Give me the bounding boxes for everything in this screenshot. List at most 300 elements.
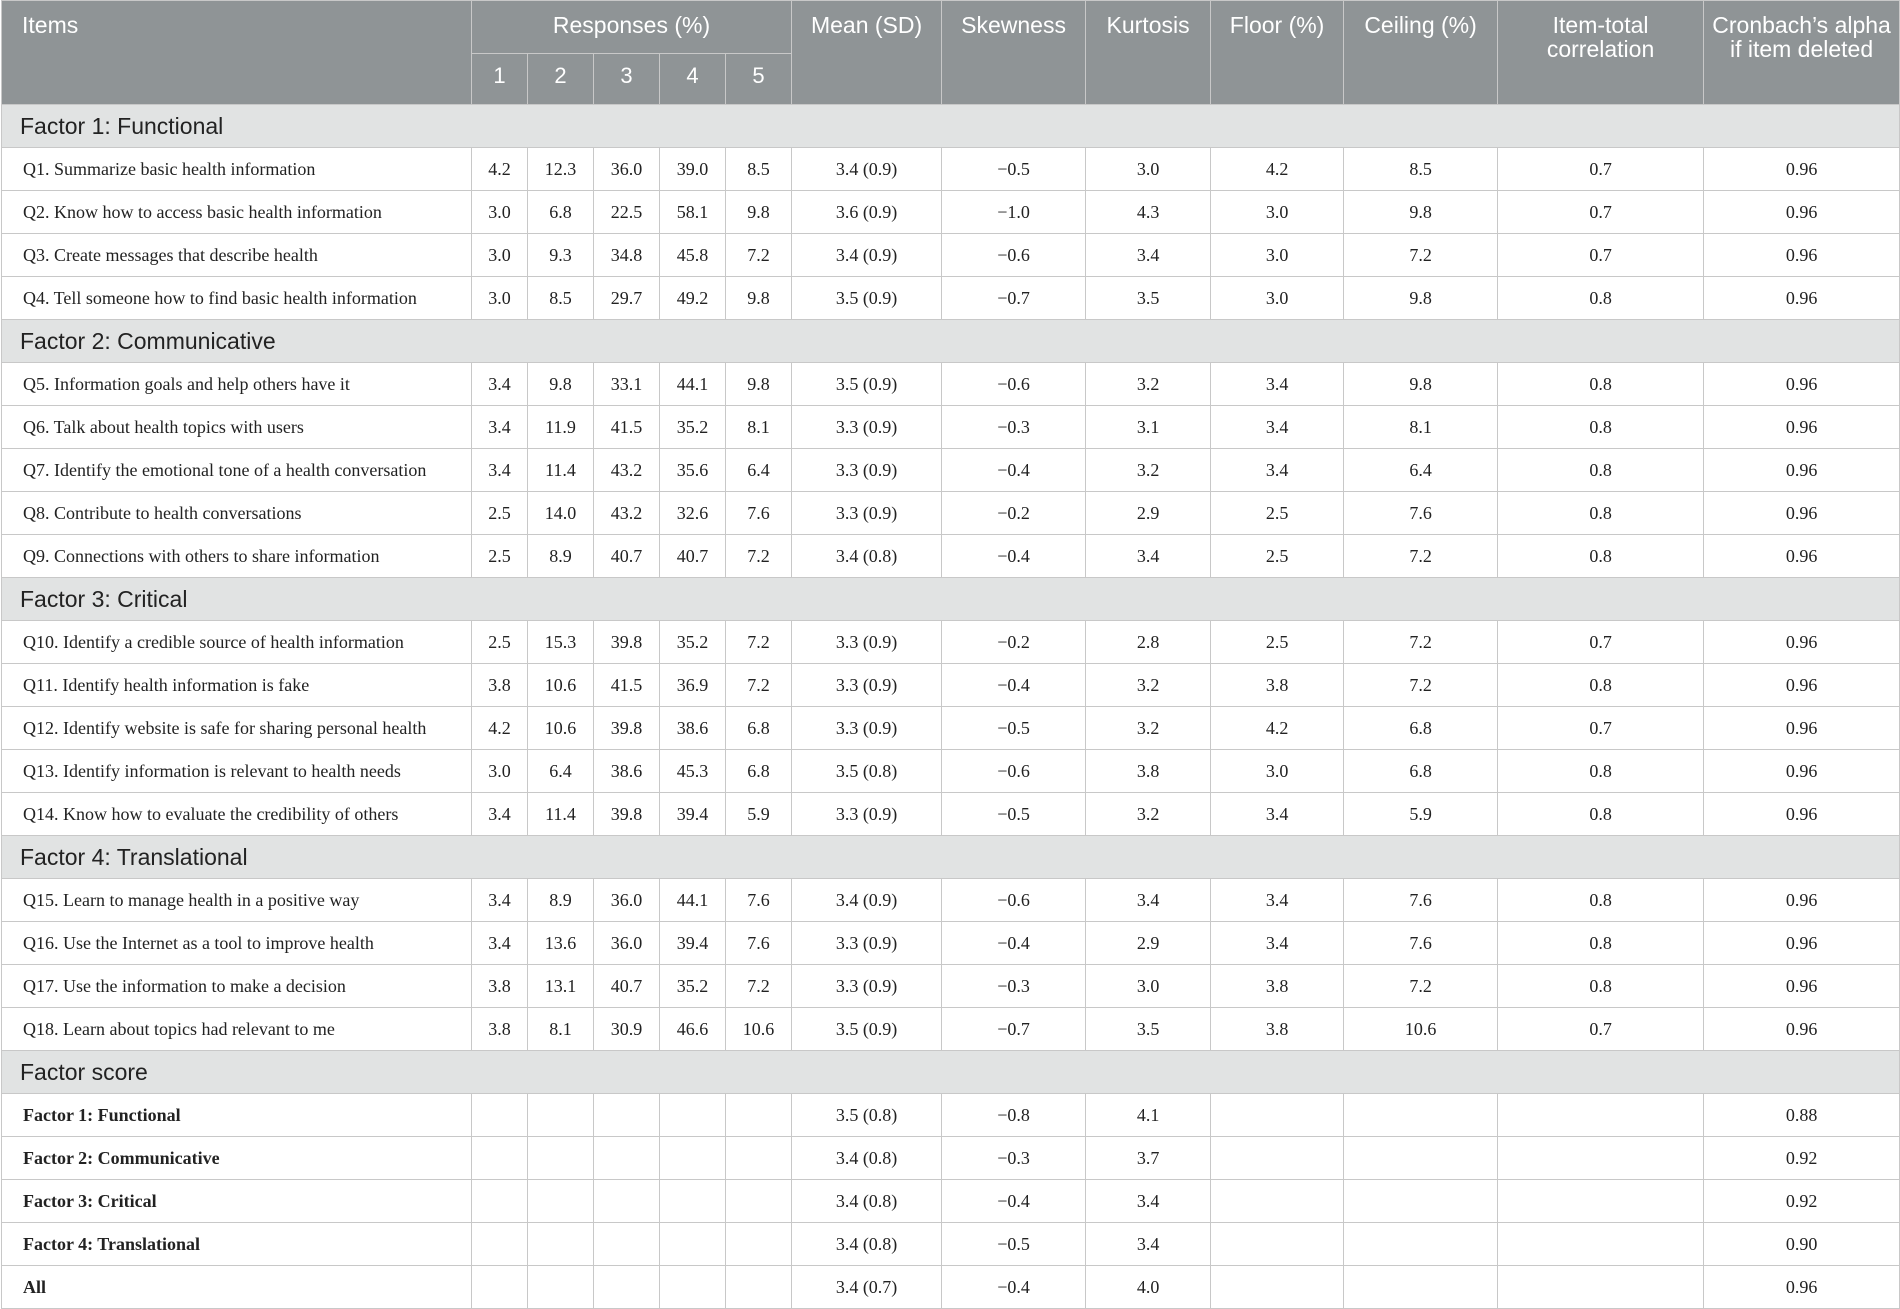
ceiling-cell: 7.2 [1344, 965, 1498, 1008]
item-total-cell: 0.8 [1498, 449, 1704, 492]
alpha-cell: 0.88 [1704, 1094, 1900, 1137]
item-total-cell: 0.8 [1498, 363, 1704, 406]
response-1-cell [472, 1180, 528, 1223]
ceiling-cell [1344, 1266, 1498, 1309]
kurtosis-cell: 3.4 [1086, 535, 1211, 578]
alpha-cell: 0.96 [1704, 621, 1900, 664]
table-row [2, 664, 1900, 707]
kurtosis-cell: 3.8 [1086, 750, 1211, 793]
alpha-cell: 0.96 [1704, 1008, 1900, 1051]
floor-cell: 3.8 [1211, 965, 1344, 1008]
alpha-cell: 0.96 [1704, 406, 1900, 449]
table-row [2, 1137, 1900, 1180]
item-label: Q17. Use the information to make a decision [2, 965, 472, 1008]
ceiling-cell: 9.8 [1344, 277, 1498, 320]
table-row [2, 535, 1900, 578]
table-row [2, 621, 1900, 664]
alpha-cell: 0.96 [1704, 191, 1900, 234]
item-total-cell: 0.7 [1498, 621, 1704, 664]
alpha-cell: 0.96 [1704, 277, 1900, 320]
item-total-cell: 0.8 [1498, 406, 1704, 449]
response-2-cell: 8.5 [528, 277, 594, 320]
item-total-cell: 0.8 [1498, 750, 1704, 793]
item-label: Q1. Summarize basic health information [2, 148, 472, 191]
floor-cell: 3.0 [1211, 191, 1344, 234]
response-2-cell: 8.9 [528, 879, 594, 922]
item-label: Q6. Talk about health topics with users [2, 406, 472, 449]
floor-cell: 3.4 [1211, 363, 1344, 406]
response-5-cell: 9.8 [726, 277, 792, 320]
response-4-cell: 39.0 [660, 148, 726, 191]
response-1-cell [472, 1266, 528, 1309]
ceiling-cell: 8.1 [1344, 406, 1498, 449]
ceiling-cell: 10.6 [1344, 1008, 1498, 1051]
mean-cell: 3.3 (0.9) [792, 492, 942, 535]
response-1-cell [472, 1094, 528, 1137]
response-2-cell [528, 1094, 594, 1137]
response-3-cell: 30.9 [594, 1008, 660, 1051]
response-3-cell: 39.8 [594, 793, 660, 836]
item-total-cell: 0.7 [1498, 148, 1704, 191]
item-label: Factor 4: Translational [2, 1223, 472, 1266]
kurtosis-cell: 3.4 [1086, 1223, 1211, 1266]
response-3-cell [594, 1137, 660, 1180]
response-1-cell: 3.4 [472, 363, 528, 406]
ceiling-cell: 6.8 [1344, 707, 1498, 750]
response-4-cell: 44.1 [660, 363, 726, 406]
kurtosis-cell: 3.0 [1086, 148, 1211, 191]
table-row [2, 1180, 1900, 1223]
table-row [2, 1094, 1900, 1137]
mean-cell: 3.3 (0.9) [792, 965, 942, 1008]
table-row [2, 277, 1900, 320]
response-1-cell: 3.4 [472, 922, 528, 965]
kurtosis-cell: 3.2 [1086, 664, 1211, 707]
kurtosis-cell: 3.4 [1086, 234, 1211, 277]
item-total-cell: 0.8 [1498, 535, 1704, 578]
mean-cell: 3.4 (0.8) [792, 535, 942, 578]
response-1-cell: 3.4 [472, 406, 528, 449]
response-4-cell: 39.4 [660, 922, 726, 965]
skewness-cell: −0.5 [942, 793, 1086, 836]
header-kurtosis: Kurtosis [1086, 1, 1211, 105]
alpha-cell: 0.96 [1704, 664, 1900, 707]
mean-cell: 3.3 (0.9) [792, 449, 942, 492]
item-total-cell [1498, 1223, 1704, 1266]
mean-cell: 3.3 (0.9) [792, 664, 942, 707]
item-label: Q18. Learn about topics had relevant to me [2, 1008, 472, 1051]
kurtosis-cell: 4.0 [1086, 1266, 1211, 1309]
response-1-cell: 3.4 [472, 879, 528, 922]
mean-cell: 3.5 (0.9) [792, 1008, 942, 1051]
table-row [2, 234, 1900, 277]
response-1-cell: 3.8 [472, 1008, 528, 1051]
section-header-row [2, 1051, 1900, 1094]
skewness-cell: −0.4 [942, 922, 1086, 965]
item-label: Q13. Identify information is relevant to health needs [2, 750, 472, 793]
skewness-cell: −0.2 [942, 621, 1086, 664]
response-2-cell: 11.4 [528, 449, 594, 492]
kurtosis-cell: 3.2 [1086, 449, 1211, 492]
response-2-cell [528, 1137, 594, 1180]
item-label: Q2. Know how to access basic health information [2, 191, 472, 234]
response-5-cell: 7.6 [726, 879, 792, 922]
section-title: Factor 2: Communicative [2, 320, 1900, 363]
mean-cell: 3.3 (0.9) [792, 621, 942, 664]
response-5-cell [726, 1266, 792, 1309]
item-total-cell: 0.7 [1498, 191, 1704, 234]
response-1-cell: 3.4 [472, 449, 528, 492]
item-label: Q4. Tell someone how to find basic health information [2, 277, 472, 320]
response-1-cell: 3.4 [472, 793, 528, 836]
alpha-cell: 0.92 [1704, 1180, 1900, 1223]
table-row [2, 1008, 1900, 1051]
ceiling-cell: 7.6 [1344, 922, 1498, 965]
kurtosis-cell: 4.3 [1086, 191, 1211, 234]
header-response-4: 4 [660, 54, 726, 105]
floor-cell: 3.0 [1211, 750, 1344, 793]
response-3-cell: 41.5 [594, 664, 660, 707]
ceiling-cell: 8.5 [1344, 148, 1498, 191]
response-2-cell: 9.3 [528, 234, 594, 277]
mean-cell: 3.5 (0.9) [792, 363, 942, 406]
table-row [2, 406, 1900, 449]
response-2-cell [528, 1180, 594, 1223]
response-3-cell: 36.0 [594, 922, 660, 965]
response-4-cell: 40.7 [660, 535, 726, 578]
floor-cell [1211, 1137, 1344, 1180]
skewness-cell: −0.3 [942, 1137, 1086, 1180]
item-label: Factor 1: Functional [2, 1094, 472, 1137]
header-skewness: Skewness [942, 1, 1086, 105]
response-4-cell [660, 1137, 726, 1180]
response-5-cell: 7.6 [726, 492, 792, 535]
skewness-cell: −0.4 [942, 1180, 1086, 1223]
response-1-cell: 2.5 [472, 621, 528, 664]
section-title: Factor 1: Functional [2, 105, 1900, 148]
alpha-cell: 0.96 [1704, 449, 1900, 492]
response-4-cell: 39.4 [660, 793, 726, 836]
kurtosis-cell: 2.8 [1086, 621, 1211, 664]
skewness-cell: −0.7 [942, 277, 1086, 320]
alpha-cell: 0.96 [1704, 707, 1900, 750]
response-2-cell: 15.3 [528, 621, 594, 664]
kurtosis-cell: 3.5 [1086, 277, 1211, 320]
skewness-cell: −1.0 [942, 191, 1086, 234]
alpha-cell: 0.92 [1704, 1137, 1900, 1180]
response-1-cell: 2.5 [472, 535, 528, 578]
skewness-cell: −0.6 [942, 750, 1086, 793]
header-response-2: 2 [528, 54, 594, 105]
floor-cell: 3.0 [1211, 277, 1344, 320]
response-4-cell: 35.6 [660, 449, 726, 492]
ceiling-cell: 6.8 [1344, 750, 1498, 793]
mean-cell: 3.4 (0.7) [792, 1266, 942, 1309]
response-3-cell: 29.7 [594, 277, 660, 320]
floor-cell: 3.4 [1211, 879, 1344, 922]
response-1-cell: 3.0 [472, 750, 528, 793]
mean-cell: 3.5 (0.8) [792, 1094, 942, 1137]
ceiling-cell: 7.2 [1344, 234, 1498, 277]
response-5-cell: 7.6 [726, 922, 792, 965]
header-ceiling: Ceiling (%) [1344, 1, 1498, 105]
response-5-cell: 8.1 [726, 406, 792, 449]
response-4-cell: 49.2 [660, 277, 726, 320]
item-total-cell: 0.7 [1498, 707, 1704, 750]
response-1-cell [472, 1137, 528, 1180]
response-1-cell: 4.2 [472, 707, 528, 750]
response-1-cell [472, 1223, 528, 1266]
response-1-cell: 3.0 [472, 234, 528, 277]
response-1-cell: 3.8 [472, 664, 528, 707]
response-4-cell: 45.3 [660, 750, 726, 793]
alpha-cell: 0.90 [1704, 1223, 1900, 1266]
kurtosis-cell: 3.2 [1086, 707, 1211, 750]
ceiling-cell: 7.6 [1344, 879, 1498, 922]
mean-cell: 3.4 (0.8) [792, 1223, 942, 1266]
table-body [2, 105, 1900, 1309]
response-3-cell: 36.0 [594, 879, 660, 922]
table-row [2, 363, 1900, 406]
mean-cell: 3.4 (0.8) [792, 1180, 942, 1223]
response-1-cell: 3.0 [472, 277, 528, 320]
response-3-cell: 33.1 [594, 363, 660, 406]
item-label: Q15. Learn to manage health in a positive way [2, 879, 472, 922]
kurtosis-cell: 3.0 [1086, 965, 1211, 1008]
response-1-cell: 2.5 [472, 492, 528, 535]
floor-cell: 4.2 [1211, 707, 1344, 750]
header-responses: Responses (%) [472, 1, 792, 54]
alpha-cell: 0.96 [1704, 793, 1900, 836]
response-5-cell: 9.8 [726, 191, 792, 234]
item-label: Q7. Identify the emotional tone of a health conversation [2, 449, 472, 492]
response-5-cell: 6.8 [726, 750, 792, 793]
mean-cell: 3.3 (0.9) [792, 793, 942, 836]
alpha-cell: 0.96 [1704, 879, 1900, 922]
skewness-cell: −0.5 [942, 707, 1086, 750]
header-item-total: Item-total correlation [1498, 1, 1704, 105]
skewness-cell: −0.2 [942, 492, 1086, 535]
kurtosis-cell: 4.1 [1086, 1094, 1211, 1137]
response-2-cell: 10.6 [528, 664, 594, 707]
item-total-cell: 0.7 [1498, 234, 1704, 277]
table-row [2, 879, 1900, 922]
skewness-cell: −0.6 [942, 879, 1086, 922]
response-5-cell: 7.2 [726, 234, 792, 277]
floor-cell: 3.8 [1211, 1008, 1344, 1051]
header-floor: Floor (%) [1211, 1, 1344, 105]
response-4-cell: 38.6 [660, 707, 726, 750]
response-4-cell [660, 1266, 726, 1309]
floor-cell: 3.4 [1211, 922, 1344, 965]
floor-cell [1211, 1180, 1344, 1223]
kurtosis-cell: 2.9 [1086, 922, 1211, 965]
item-total-cell [1498, 1266, 1704, 1309]
response-2-cell: 11.4 [528, 793, 594, 836]
ceiling-cell: 7.2 [1344, 535, 1498, 578]
section-title: Factor 3: Critical [2, 578, 1900, 621]
skewness-cell: −0.5 [942, 1223, 1086, 1266]
item-label: Q9. Connections with others to share information [2, 535, 472, 578]
table-row [2, 191, 1900, 234]
alpha-cell: 0.96 [1704, 148, 1900, 191]
table-row [2, 707, 1900, 750]
response-3-cell [594, 1180, 660, 1223]
item-total-cell: 0.8 [1498, 879, 1704, 922]
item-label: Q14. Know how to evaluate the credibility of others [2, 793, 472, 836]
mean-cell: 3.3 (0.9) [792, 922, 942, 965]
response-3-cell: 40.7 [594, 965, 660, 1008]
kurtosis-cell: 2.9 [1086, 492, 1211, 535]
item-label: Q8. Contribute to health conversations [2, 492, 472, 535]
alpha-cell: 0.96 [1704, 234, 1900, 277]
item-total-cell: 0.8 [1498, 922, 1704, 965]
mean-cell: 3.4 (0.9) [792, 879, 942, 922]
response-5-cell: 7.2 [726, 965, 792, 1008]
header-mean: Mean (SD) [792, 1, 942, 105]
table-row [2, 1266, 1900, 1309]
response-5-cell: 7.2 [726, 621, 792, 664]
ceiling-cell [1344, 1094, 1498, 1137]
response-4-cell: 32.6 [660, 492, 726, 535]
kurtosis-cell: 3.7 [1086, 1137, 1211, 1180]
response-2-cell: 9.8 [528, 363, 594, 406]
response-3-cell: 22.5 [594, 191, 660, 234]
ceiling-cell: 9.8 [1344, 191, 1498, 234]
response-2-cell: 11.9 [528, 406, 594, 449]
ceiling-cell: 6.4 [1344, 449, 1498, 492]
table-row [2, 148, 1900, 191]
response-4-cell: 46.6 [660, 1008, 726, 1051]
response-2-cell: 14.0 [528, 492, 594, 535]
response-5-cell: 5.9 [726, 793, 792, 836]
item-total-cell: 0.8 [1498, 492, 1704, 535]
skewness-cell: −0.4 [942, 1266, 1086, 1309]
floor-cell: 2.5 [1211, 492, 1344, 535]
skewness-cell: −0.3 [942, 406, 1086, 449]
response-3-cell: 39.8 [594, 707, 660, 750]
response-3-cell: 34.8 [594, 234, 660, 277]
response-2-cell: 13.6 [528, 922, 594, 965]
item-total-cell [1498, 1137, 1704, 1180]
item-label: Q10. Identify a credible source of health information [2, 621, 472, 664]
ceiling-cell: 5.9 [1344, 793, 1498, 836]
response-5-cell [726, 1137, 792, 1180]
response-1-cell: 3.8 [472, 965, 528, 1008]
alpha-cell: 0.96 [1704, 492, 1900, 535]
response-5-cell [726, 1094, 792, 1137]
floor-cell: 2.5 [1211, 535, 1344, 578]
response-5-cell: 7.2 [726, 535, 792, 578]
floor-cell: 3.4 [1211, 793, 1344, 836]
kurtosis-cell: 3.5 [1086, 1008, 1211, 1051]
kurtosis-cell: 3.4 [1086, 1180, 1211, 1223]
alpha-cell: 0.96 [1704, 750, 1900, 793]
response-4-cell [660, 1223, 726, 1266]
kurtosis-cell: 3.2 [1086, 793, 1211, 836]
response-2-cell: 12.3 [528, 148, 594, 191]
mean-cell: 3.6 (0.9) [792, 191, 942, 234]
health-literacy-table [1, 0, 1900, 1309]
table-row [2, 449, 1900, 492]
table-row [2, 793, 1900, 836]
ceiling-cell: 9.8 [1344, 363, 1498, 406]
item-total-cell: 0.8 [1498, 664, 1704, 707]
item-total-cell: 0.8 [1498, 277, 1704, 320]
ceiling-cell [1344, 1223, 1498, 1266]
response-5-cell: 10.6 [726, 1008, 792, 1051]
item-label: Q12. Identify website is safe for sharing personal health [2, 707, 472, 750]
response-3-cell: 41.5 [594, 406, 660, 449]
section-title: Factor score [2, 1051, 1900, 1094]
response-2-cell: 8.1 [528, 1008, 594, 1051]
response-4-cell: 35.2 [660, 406, 726, 449]
mean-cell: 3.4 (0.9) [792, 148, 942, 191]
response-1-cell: 3.0 [472, 191, 528, 234]
response-5-cell: 6.4 [726, 449, 792, 492]
floor-cell: 3.4 [1211, 406, 1344, 449]
table-row [2, 922, 1900, 965]
table-row [2, 965, 1900, 1008]
response-3-cell: 43.2 [594, 492, 660, 535]
skewness-cell: −0.4 [942, 664, 1086, 707]
response-4-cell: 35.2 [660, 621, 726, 664]
response-2-cell: 13.1 [528, 965, 594, 1008]
item-label: Q3. Create messages that describe health [2, 234, 472, 277]
skewness-cell: −0.5 [942, 148, 1086, 191]
item-total-cell: 0.8 [1498, 793, 1704, 836]
item-label: Factor 3: Critical [2, 1180, 472, 1223]
response-4-cell: 45.8 [660, 234, 726, 277]
skewness-cell: −0.7 [942, 1008, 1086, 1051]
item-label: Factor 2: Communicative [2, 1137, 472, 1180]
response-4-cell: 58.1 [660, 191, 726, 234]
table-row [2, 492, 1900, 535]
item-total-cell [1498, 1094, 1704, 1137]
response-4-cell: 44.1 [660, 879, 726, 922]
floor-cell: 2.5 [1211, 621, 1344, 664]
table-row [2, 750, 1900, 793]
kurtosis-cell: 3.4 [1086, 879, 1211, 922]
mean-cell: 3.3 (0.9) [792, 406, 942, 449]
mean-cell: 3.5 (0.9) [792, 277, 942, 320]
ceiling-cell: 7.2 [1344, 621, 1498, 664]
skewness-cell: −0.4 [942, 449, 1086, 492]
response-2-cell: 10.6 [528, 707, 594, 750]
response-5-cell: 7.2 [726, 664, 792, 707]
alpha-cell: 0.96 [1704, 965, 1900, 1008]
skewness-cell: −0.8 [942, 1094, 1086, 1137]
response-4-cell [660, 1180, 726, 1223]
floor-cell: 3.4 [1211, 449, 1344, 492]
alpha-cell: 0.96 [1704, 535, 1900, 578]
mean-cell: 3.4 (0.9) [792, 234, 942, 277]
section-title: Factor 4: Translational [2, 836, 1900, 879]
response-4-cell: 36.9 [660, 664, 726, 707]
response-2-cell: 6.8 [528, 191, 594, 234]
item-label: Q11. Identify health information is fake [2, 664, 472, 707]
skewness-cell: −0.6 [942, 363, 1086, 406]
floor-cell: 4.2 [1211, 148, 1344, 191]
section-header-row [2, 836, 1900, 879]
ceiling-cell: 7.6 [1344, 492, 1498, 535]
header-alpha: Cronbach’s alpha if item deleted [1704, 1, 1900, 105]
response-3-cell [594, 1266, 660, 1309]
ceiling-cell [1344, 1180, 1498, 1223]
alpha-cell: 0.96 [1704, 363, 1900, 406]
response-5-cell: 6.8 [726, 707, 792, 750]
response-3-cell: 38.6 [594, 750, 660, 793]
